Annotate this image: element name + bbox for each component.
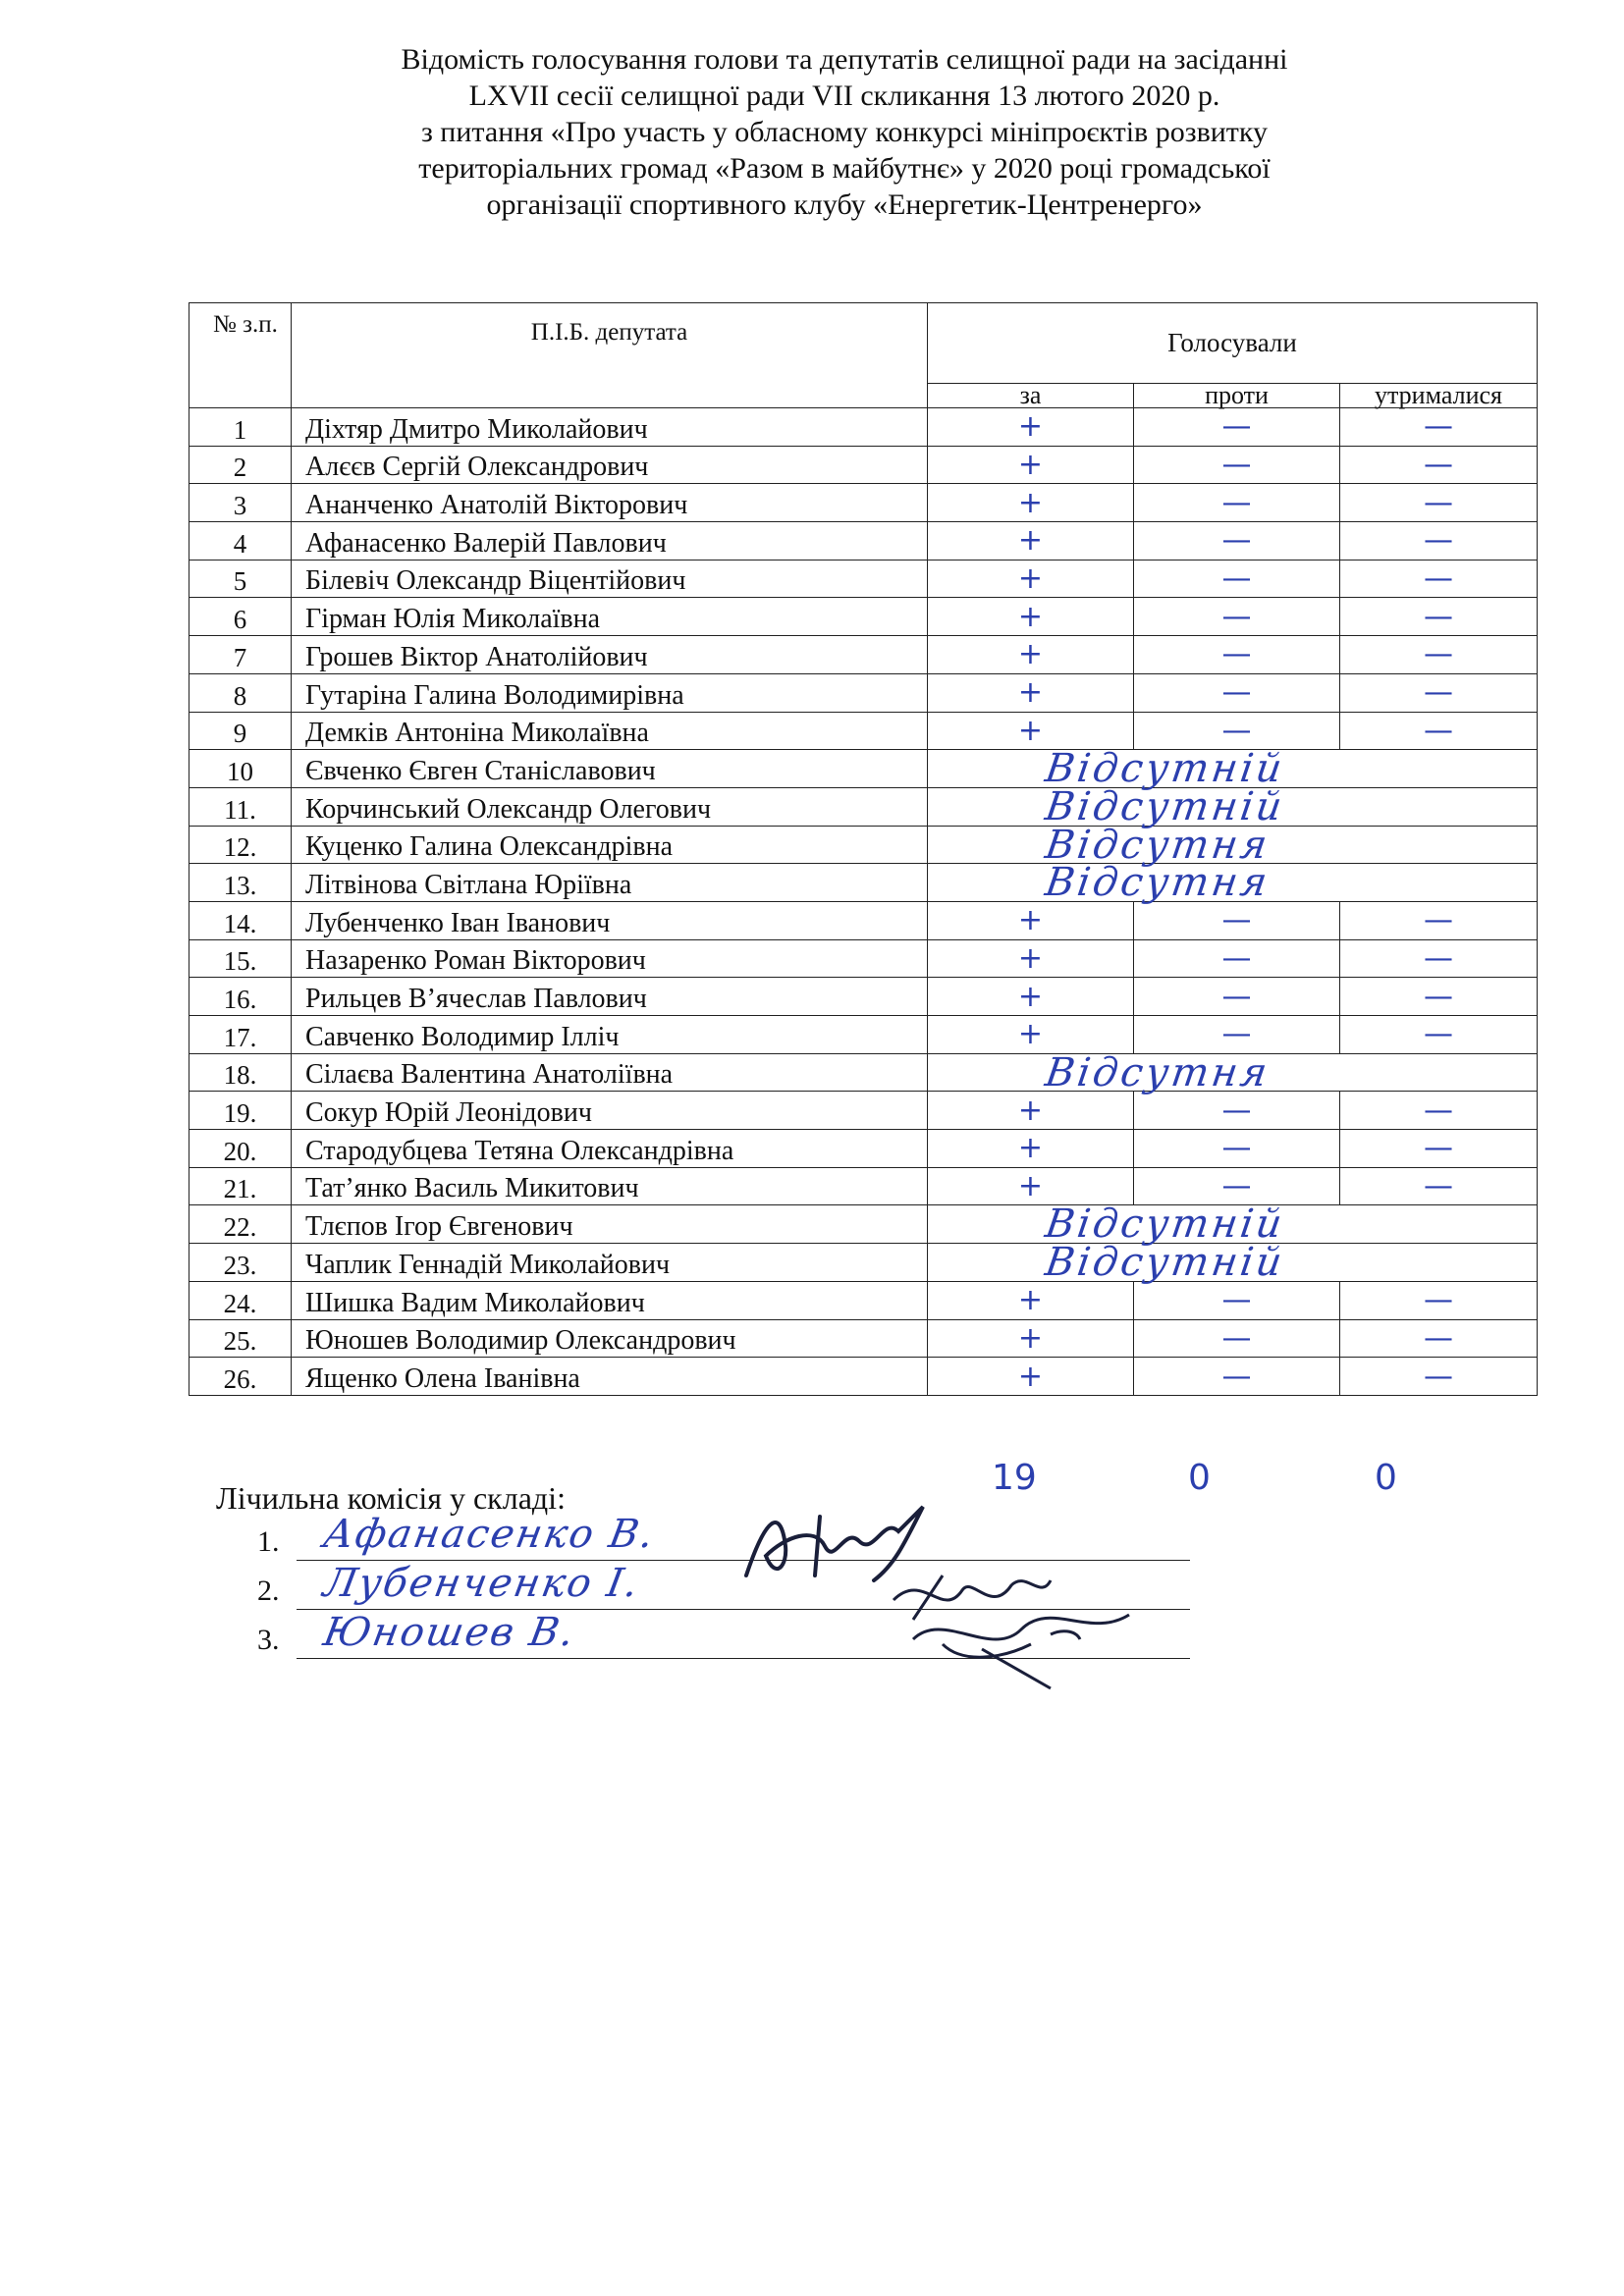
vote-against-mark: —: [1134, 712, 1340, 750]
vote-against-mark: —: [1134, 1281, 1340, 1319]
header-for: за: [928, 383, 1134, 407]
absent-note: Відсутня: [1042, 860, 1273, 906]
vote-against-mark: —: [1134, 1319, 1340, 1358]
vote-against-mark: —: [1134, 1358, 1340, 1396]
vote-abstain-mark: —: [1340, 636, 1538, 674]
deputy-name: Юношев Володимир Олександрович: [292, 1319, 928, 1358]
commission-label: Лічильна комісія у складі:: [216, 1480, 566, 1516]
table-row: [189, 978, 1538, 1016]
table-row: [189, 864, 1538, 902]
signature-3-icon: [903, 1590, 1139, 1698]
member-handwritten-name: Юношев В.: [319, 1610, 579, 1655]
deputy-name: Шишка Вадим Миколайович: [292, 1281, 928, 1319]
absent-cell: [928, 746, 1538, 792]
vote-against-mark: —: [1134, 1092, 1340, 1130]
table-row: [189, 1167, 1538, 1205]
member-number: 2.: [257, 1575, 280, 1607]
vote-for-mark: +: [928, 484, 1134, 522]
absent-note: Відсутня: [1042, 822, 1273, 868]
vote-abstain-mark: —: [1340, 1319, 1538, 1358]
member-handwritten-name: Лубенченко І.: [319, 1561, 644, 1606]
vote-against-mark: —: [1134, 484, 1340, 522]
deputy-name: Алєєв Сергій Олександрович: [292, 446, 928, 484]
vote-against-mark: —: [1134, 598, 1340, 636]
row-number: 13.: [189, 864, 292, 902]
vote-abstain-mark: —: [1340, 1130, 1538, 1168]
row-number: 4: [189, 522, 292, 561]
total-against: 0: [1188, 1458, 1211, 1498]
table-body: [189, 408, 1538, 1396]
vote-for-mark: +: [928, 636, 1134, 674]
table-row: [189, 1319, 1538, 1358]
title-line-1: Відомість голосування голови та депутатів селищної ради на засіданні: [401, 43, 1288, 76]
absent-cell: [928, 783, 1538, 829]
vote-against-mark: —: [1134, 560, 1340, 598]
row-number: 17.: [189, 1016, 292, 1054]
row-number: 18.: [189, 1053, 292, 1092]
vote-abstain-mark: —: [1340, 712, 1538, 750]
document-title: [236, 41, 1453, 223]
vote-for-mark: +: [928, 522, 1134, 561]
row-number: 10: [189, 750, 292, 788]
table-row: [189, 712, 1538, 750]
deputy-name: Тлєпов Ігор Євгенович: [292, 1205, 928, 1244]
row-number: 6: [189, 598, 292, 636]
absent-cell: [928, 1240, 1538, 1286]
vote-against-mark: —: [1134, 1016, 1340, 1054]
row-number: 20.: [189, 1130, 292, 1168]
vote-for-mark: +: [928, 901, 1134, 939]
member-handwritten-name: Афанасенко В.: [319, 1512, 659, 1557]
table-row: [189, 673, 1538, 712]
vote-against-mark: —: [1134, 522, 1340, 561]
total-abstained: 0: [1375, 1458, 1397, 1498]
table-row: [189, 1053, 1538, 1092]
vote-abstain-mark: —: [1340, 522, 1538, 561]
deputy-name: Діхтяр Дмитро Миколайович: [292, 408, 928, 447]
row-number: 7: [189, 636, 292, 674]
vote-abstain-mark: —: [1340, 673, 1538, 712]
row-number: 15.: [189, 939, 292, 978]
deputy-name: Тат’янко Василь Микитович: [292, 1167, 928, 1205]
row-number: 9: [189, 712, 292, 750]
vote-for-mark: +: [928, 939, 1134, 978]
deputy-name: Лубенченко Іван Іванович: [292, 901, 928, 939]
deputy-name: Грошев Віктор Анатолійович: [292, 636, 928, 674]
commission-member-1: [257, 1512, 1190, 1565]
header-against: проти: [1134, 383, 1340, 407]
vote-against-mark: —: [1134, 939, 1340, 978]
deputy-name: Рильцев В’ячеслав Павлович: [292, 978, 928, 1016]
deputy-name: Савченко Володимир Ілліч: [292, 1016, 928, 1054]
table-row: [189, 901, 1538, 939]
vote-for-mark: +: [928, 1281, 1134, 1319]
vote-abstain-mark: —: [1340, 560, 1538, 598]
deputy-name: Ананченко Анатолій Вікторович: [292, 484, 928, 522]
vote-against-mark: —: [1134, 978, 1340, 1016]
header-name: П.І.Б. депутата: [292, 303, 928, 408]
vote-against-mark: —: [1134, 901, 1340, 939]
deputy-name: Євченко Євген Станіславович: [292, 750, 928, 788]
total-for: 19: [992, 1458, 1037, 1498]
vote-against-mark: —: [1134, 636, 1340, 674]
vote-abstain-mark: —: [1340, 1092, 1538, 1130]
row-number: 21.: [189, 1167, 292, 1205]
vote-abstain-mark: —: [1340, 484, 1538, 522]
vote-abstain-mark: —: [1340, 978, 1538, 1016]
deputy-name: Демків Антоніна Миколаївна: [292, 712, 928, 750]
absent-note: Відсутній: [1042, 746, 1288, 792]
deputy-name: Сілаєва Валентина Анатоліївна: [292, 1053, 928, 1092]
table-row: [189, 1281, 1538, 1319]
vote-for-mark: +: [928, 1319, 1134, 1358]
row-number: 25.: [189, 1319, 292, 1358]
deputy-name: Гірман Юлія Миколаївна: [292, 598, 928, 636]
table-row: [189, 939, 1538, 978]
vote-for-mark: +: [928, 1130, 1134, 1168]
row-number: 23.: [189, 1244, 292, 1282]
deputy-name: Сокур Юрій Леонідович: [292, 1092, 928, 1130]
table-row: [189, 446, 1538, 484]
vote-against-mark: —: [1134, 408, 1340, 447]
title-line-2: LXVII сесії селищної ради VII скликання 13 лютого 2020 р.: [468, 80, 1220, 112]
vote-for-mark: +: [928, 598, 1134, 636]
vote-abstain-mark: —: [1340, 408, 1538, 447]
table-row: [189, 787, 1538, 826]
vote-abstain-mark: —: [1340, 939, 1538, 978]
absent-cell: [928, 860, 1538, 906]
table-row: [189, 1016, 1538, 1054]
table-row: [189, 750, 1538, 788]
row-number: 11.: [189, 787, 292, 826]
deputy-name: Корчинський Олександр Олегович: [292, 787, 928, 826]
title-line-3: з питання «Про участь у обласному конкурсі мініпроєктів розвитку: [420, 116, 1269, 148]
vote-for-mark: +: [928, 408, 1134, 447]
vote-for-mark: +: [928, 1358, 1134, 1396]
table-row: [189, 522, 1538, 561]
row-number: 22.: [189, 1205, 292, 1244]
row-number: 19.: [189, 1092, 292, 1130]
vote-abstain-mark: —: [1340, 901, 1538, 939]
deputy-name: Ященко Олена Іванівна: [292, 1358, 928, 1396]
absent-cell: [928, 1201, 1538, 1248]
vote-abstain-mark: —: [1340, 446, 1538, 484]
table-row: [189, 408, 1538, 447]
row-number: 26.: [189, 1358, 292, 1396]
table-row: [189, 598, 1538, 636]
vote-against-mark: —: [1134, 1130, 1340, 1168]
title-line-4: територіальних громад «Разом в майбутнє» у 2020 році громадської: [418, 152, 1271, 185]
vote-for-mark: +: [928, 1167, 1134, 1205]
vote-against-mark: —: [1134, 673, 1340, 712]
deputy-name: Стародубцева Тетяна Олександрівна: [292, 1130, 928, 1168]
absent-note: Відсутній: [1042, 783, 1288, 829]
vote-for-mark: +: [928, 1092, 1134, 1130]
absent-note: Відсутня: [1042, 1049, 1273, 1095]
vote-for-mark: +: [928, 560, 1134, 598]
header-abstained: утрималися: [1340, 383, 1538, 407]
table-row: [189, 1358, 1538, 1396]
title-line-5: організації спортивного клубу «Енергетик-Центренерго»: [486, 188, 1203, 221]
row-number: 3: [189, 484, 292, 522]
vote-for-mark: +: [928, 1016, 1134, 1054]
vote-for-mark: +: [928, 446, 1134, 484]
vote-for-mark: +: [928, 712, 1134, 750]
row-number: 1: [189, 408, 292, 447]
table-row: [189, 1092, 1538, 1130]
table-row: [189, 636, 1538, 674]
deputy-name: Афанасенко Валерій Павлович: [292, 522, 928, 561]
table-row: [189, 1244, 1538, 1282]
row-number: 2: [189, 446, 292, 484]
member-number: 3.: [257, 1624, 280, 1656]
vote-for-mark: +: [928, 978, 1134, 1016]
deputy-name: Гутаріна Галина Володимирівна: [292, 673, 928, 712]
vote-for-mark: +: [928, 673, 1134, 712]
deputy-name: Назаренко Роман Вікторович: [292, 939, 928, 978]
table-row: [189, 484, 1538, 522]
row-number: 8: [189, 673, 292, 712]
deputy-name: Літвінова Світлана Юріївна: [292, 864, 928, 902]
table-row: [189, 826, 1538, 864]
absent-note: Відсутній: [1042, 1201, 1288, 1248]
vote-abstain-mark: —: [1340, 1281, 1538, 1319]
row-number: 24.: [189, 1281, 292, 1319]
deputy-name: Чаплик Геннадій Миколайович: [292, 1244, 928, 1282]
row-number: 5: [189, 560, 292, 598]
absent-note: Відсутній: [1042, 1240, 1288, 1286]
table-row: [189, 1205, 1538, 1244]
member-number: 1.: [257, 1525, 280, 1558]
vote-against-mark: —: [1134, 1167, 1340, 1205]
absent-cell: [928, 1049, 1538, 1095]
deputy-name: Куценко Галина Олександрівна: [292, 826, 928, 864]
row-number: 14.: [189, 901, 292, 939]
table-row: [189, 560, 1538, 598]
table-row: [189, 1130, 1538, 1168]
row-number: 12.: [189, 826, 292, 864]
vote-against-mark: —: [1134, 446, 1340, 484]
vote-abstain-mark: —: [1340, 598, 1538, 636]
absent-cell: [928, 822, 1538, 868]
vote-abstain-mark: —: [1340, 1358, 1538, 1396]
header-voted: Голосували: [928, 303, 1538, 384]
vote-abstain-mark: —: [1340, 1016, 1538, 1054]
deputy-name: Білевіч Олександр Віцентійович: [292, 560, 928, 598]
voting-table: [189, 302, 1538, 1396]
row-number: 16.: [189, 978, 292, 1016]
header-number: № з.п.: [189, 303, 292, 408]
vote-abstain-mark: —: [1340, 1167, 1538, 1205]
